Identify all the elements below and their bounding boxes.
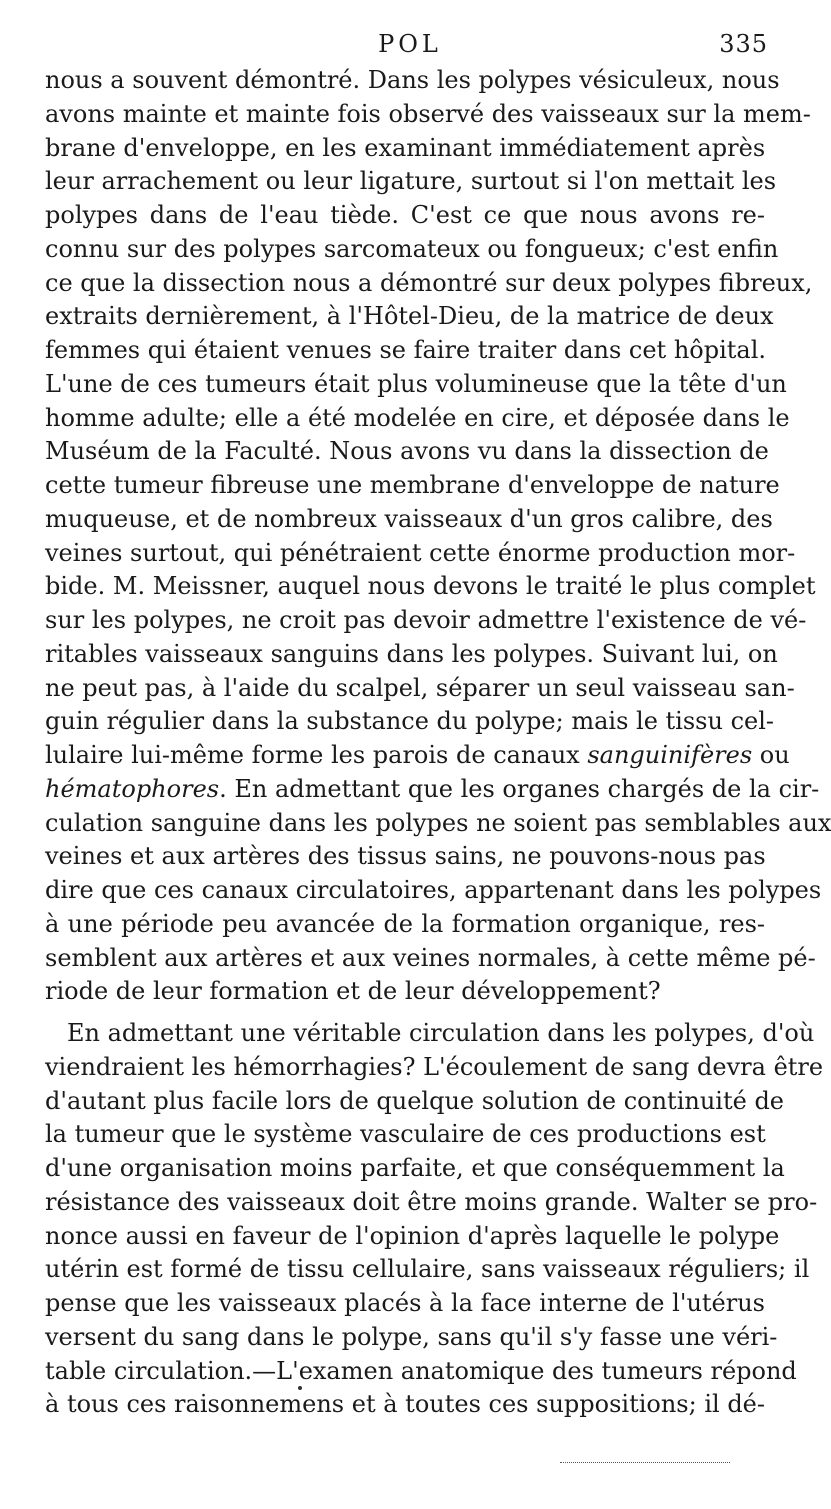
paragraph-gap	[45, 1009, 765, 1017]
running-head	[52, 30, 768, 62]
footer-rule	[560, 1462, 730, 1463]
text-line: ne peut pas, à l'aide du scalpel, séparer un seul vaisseau san-	[45, 673, 795, 702]
text-line: En admettant une véritable circulation dans les polypes, d'où	[67, 1019, 815, 1047]
text-line: brane d'enveloppe, en les examinant immédiatement après	[45, 133, 766, 162]
text-line: avons mainte et mainte fois observé des vaisseaux sur la mem-	[45, 99, 811, 128]
paragraph-1	[45, 64, 831, 1009]
text-line: connu sur des polypes sarcomateux ou fongueux; c'est enfin	[45, 234, 779, 263]
italic-term: sanguinifères	[587, 741, 753, 769]
text-line: veines et aux artères des tissus sains, ne pouvons-nous pas	[45, 842, 766, 871]
text-line: guin régulier dans la substance du polype; mais le tissu cel-	[45, 707, 774, 736]
text-line: cette tumeur fibreuse une membrane d'enveloppe de nature	[45, 471, 780, 499]
text-line: muqueuse, et de nombreux vaisseaux d'un gros calibre, des	[45, 504, 773, 533]
text-line: culation sanguine dans les polypes ne soient pas semblables aux	[45, 808, 831, 837]
running-title: POL	[378, 30, 442, 58]
text-line: d'une organisation moins parfaite, et que conséquemment la	[45, 1154, 785, 1182]
text-line: d'autant plus facile lors de quelque solution de continuité de	[45, 1086, 785, 1115]
page-number: 335	[719, 30, 768, 58]
text-line: Muséum de la Faculté. Nous avons vu dans la dissection de	[45, 437, 769, 466]
text-line-with-italic	[45, 739, 790, 773]
line-text: ou	[759, 741, 790, 769]
text-line-with-italic	[45, 773, 820, 807]
text-line: la tumeur que le système vasculaire de ces productions est	[45, 1120, 766, 1149]
paragraph-2	[45, 1017, 824, 1422]
text-line: résistance des vaisseaux doit être moins grande. Walter se pro-	[45, 1187, 818, 1216]
text-line: nous a souvent démontré. Dans les polypes vésiculeux, nous	[45, 66, 780, 94]
text-line: ce que la dissection nous a démontré sur deux polypes fibreux,	[45, 268, 813, 297]
text-line: femmes qui étaient venues se faire traiter dans cet hôpital.	[45, 336, 767, 364]
text-line: table circulation.—L'examen anatomique des tumeurs répond	[45, 1356, 797, 1385]
text-line: riode de leur formation et de leur développement?	[45, 977, 661, 1006]
italic-term: hématophores	[45, 774, 220, 803]
text-line: leur arrachement ou leur ligature, surtout si l'on mettait les	[45, 167, 777, 196]
line-text: lulaire lui-même forme les parois de canaux	[45, 741, 580, 769]
text-line: semblent aux artères et aux veines normales, à cette même pé-	[45, 943, 816, 972]
text-line: versent du sang dans le polype, sans qu'il s'y fasse une véri-	[45, 1322, 778, 1351]
text-line: ritables vaisseaux sanguins dans les polypes. Suivant lui, on	[45, 639, 778, 668]
text-line: sur les polypes, ne croit pas devoir admettre l'existence de vé-	[45, 606, 807, 634]
text-line: utérin est formé de tissu cellulaire, sans vaisseaux réguliers; il	[45, 1255, 810, 1284]
text-line: polypes dans de l'eau tiède. C'est ce que nous avons re-	[45, 201, 765, 229]
text-line: à tous ces raisonnemens et à toutes ces suppositions; il dé-	[45, 1390, 765, 1419]
ink-speck	[298, 1386, 302, 1390]
line-text: . En admettant que les organes chargés de la cir-	[219, 774, 820, 803]
text-line: nonce aussi en faveur de l'opinion d'après laquelle le polype	[45, 1221, 780, 1250]
body-text	[45, 64, 831, 1422]
text-line: dire que ces canaux circulatoires, appartenant dans les polypes	[45, 876, 822, 904]
text-line: bide. M. Meissner, auquel nous devons le traité le plus complet	[45, 572, 816, 601]
text-line: homme adulte; elle a été modelée en cire, et déposée dans le	[45, 403, 790, 432]
text-line: à une période peu avancée de la formation organique, res-	[45, 909, 765, 938]
text-line: extraits dernièrement, à l'Hôtel-Dieu, de la matrice de deux	[45, 302, 774, 331]
text-line: L'une de ces tumeurs était plus volumineuse que la tête d'un	[45, 369, 787, 398]
text-line: viendraient les hémorrhagies? L'écoulement de sang devra être	[45, 1052, 824, 1081]
text-line: pense que les vaisseaux placés à la face interne de l'utérus	[45, 1289, 765, 1317]
text-line: veines surtout, qui pénétraient cette énorme production mor-	[45, 538, 796, 567]
